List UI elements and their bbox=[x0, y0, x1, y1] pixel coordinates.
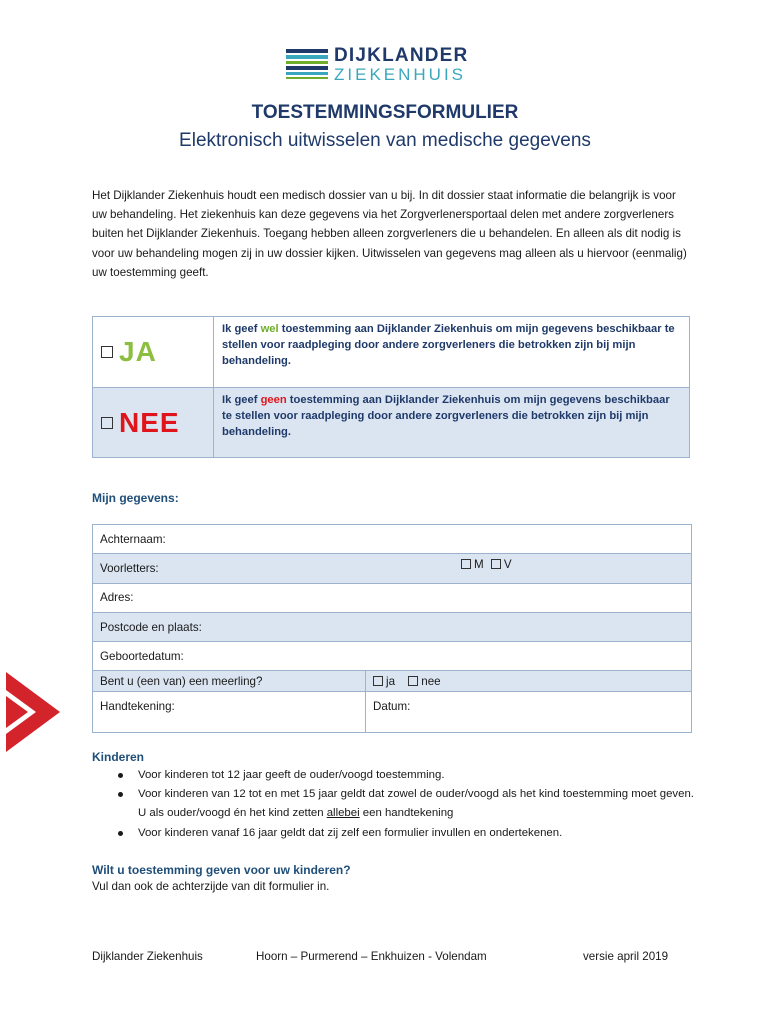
logo-stripes-icon bbox=[286, 49, 328, 79]
kinderen-list bbox=[118, 766, 698, 843]
gender-v-label: V bbox=[503, 558, 512, 572]
ja-text-after: toestemming aan Dijklander Ziekenhuis om mijn gegevens beschikbaar te stellen voor raadpleging door andere zorgverleners die betrokken zijn bij mijn behandeling. bbox=[222, 323, 675, 367]
gender-m-checkbox[interactable] bbox=[461, 559, 471, 569]
meerling-options bbox=[373, 675, 441, 688]
gender-m-label: M bbox=[474, 558, 484, 572]
kinderen-heading: Kinderen bbox=[92, 750, 145, 764]
list-item bbox=[118, 785, 698, 823]
consent-row-ja bbox=[93, 317, 689, 387]
list-item: Voor kinderen tot 12 jaar geeft de ouder/voogd toestemming. bbox=[118, 766, 698, 785]
logo-subname: ZIEKENHUIS bbox=[334, 64, 467, 84]
kinderen-item2-text: Voor kinderen van 12 tot en met 15 jaar geldt dat zowel de ouder/voogd als het kind toestemming moet geven. U als ouder/voogd én het kind zetten bbox=[138, 788, 694, 820]
achternaam-field[interactable] bbox=[93, 525, 691, 554]
meerling-ja-label: ja bbox=[386, 674, 396, 688]
meerling-label: Bent u (een van) een meerling? bbox=[100, 674, 263, 688]
meerling-divider bbox=[365, 671, 366, 691]
arrow-right-icon bbox=[6, 672, 60, 752]
ja-text-before: Ik geef bbox=[222, 323, 261, 335]
mijn-gegevens-heading: Mijn gegevens: bbox=[92, 491, 179, 505]
consent-nee-text bbox=[214, 388, 689, 457]
meerling-nee-checkbox[interactable] bbox=[408, 676, 418, 686]
allebei-emphasis: allebei bbox=[326, 807, 360, 820]
meerling-row bbox=[93, 671, 691, 692]
hospital-logo bbox=[286, 46, 486, 82]
nee-checkbox[interactable] bbox=[101, 417, 113, 429]
consent-table bbox=[92, 316, 690, 458]
personal-details-form bbox=[92, 524, 692, 733]
adres-field[interactable] bbox=[93, 584, 691, 613]
nee-text-after: toestemming aan Dijklander Ziekenhuis om mijn gegevens beschikbaar te stellen voor raadpleging door andere zorgverleners die betrokken zijn bij mijn behandeling. bbox=[222, 394, 670, 438]
kinderen-question-text: Vul dan ook de achterzijde van dit formulier in. bbox=[92, 880, 330, 893]
nee-label: NEE bbox=[119, 406, 180, 438]
postcode-field[interactable] bbox=[93, 613, 691, 642]
nee-keyword: geen bbox=[260, 394, 287, 406]
ja-keyword: wel bbox=[260, 323, 279, 335]
voorletters-field[interactable] bbox=[93, 554, 691, 583]
ja-checkbox[interactable] bbox=[101, 346, 113, 358]
footer-locations: Hoorn – Purmerend – Enkhuizen - Volendam bbox=[256, 950, 487, 963]
kinderen-item2-tail: een handtekening bbox=[359, 807, 454, 820]
geboortedatum-field[interactable] bbox=[93, 642, 691, 671]
handtekening-row[interactable] bbox=[93, 692, 691, 732]
geboortedatum-label: Geboortedatum: bbox=[100, 649, 184, 663]
achternaam-label: Achternaam: bbox=[100, 532, 166, 546]
list-item: Voor kinderen vanaf 16 jaar geldt dat zij zelf een formulier invullen en ondertekenen. bbox=[118, 824, 698, 843]
logo-name: DIJKLANDER bbox=[334, 44, 469, 66]
intro-paragraph: Het Dijklander Ziekenhuis houdt een medisch dossier van u bij. In dit dossier staat informatie die belangrijk is voor uw behandeling. Het ziekenhuis kan deze gegevens via het Zorgverlenersportaal delen met andere zorgverleners buiten het Dijklander Ziekenhuis. Toegang hebben alleen zorgverleners die u behandelen. En alleen als dit nodig is voor uw behandeling mogen zij in uw dossier kijken. Uitwisselen van gegevens mag alleen als u hiervoor (eenmalig) uw toestemming geeft. bbox=[92, 189, 687, 279]
consent-ja-text bbox=[214, 317, 689, 387]
datum-label: Datum: bbox=[373, 700, 411, 714]
footer-org: Dijklander Ziekenhuis bbox=[92, 950, 203, 963]
consent-choice-nee[interactable] bbox=[93, 388, 214, 457]
postcode-label: Postcode en plaats: bbox=[100, 620, 202, 634]
adres-label: Adres: bbox=[100, 591, 134, 605]
ja-label: JA bbox=[119, 336, 157, 367]
consent-row-nee bbox=[93, 387, 689, 457]
gender-options bbox=[461, 558, 512, 571]
consent-choice-ja[interactable] bbox=[93, 317, 214, 387]
meerling-nee-label: nee bbox=[421, 674, 441, 688]
kinderen-question-heading: Wilt u toestemming geven voor uw kinderen? bbox=[92, 863, 351, 877]
nee-text-before: Ik geef bbox=[222, 394, 261, 406]
handtekening-divider bbox=[365, 692, 366, 732]
handtekening-label: Handtekening: bbox=[100, 700, 175, 714]
meerling-ja-checkbox[interactable] bbox=[373, 676, 383, 686]
gender-v-checkbox[interactable] bbox=[491, 559, 501, 569]
document-subtitle: Elektronisch uitwisselen van medische gegevens bbox=[179, 130, 591, 151]
document-title: TOESTEMMINGSFORMULIER bbox=[251, 102, 519, 123]
voorletters-label: Voorletters: bbox=[100, 561, 159, 575]
footer-version: versie april 2019 bbox=[583, 950, 669, 963]
